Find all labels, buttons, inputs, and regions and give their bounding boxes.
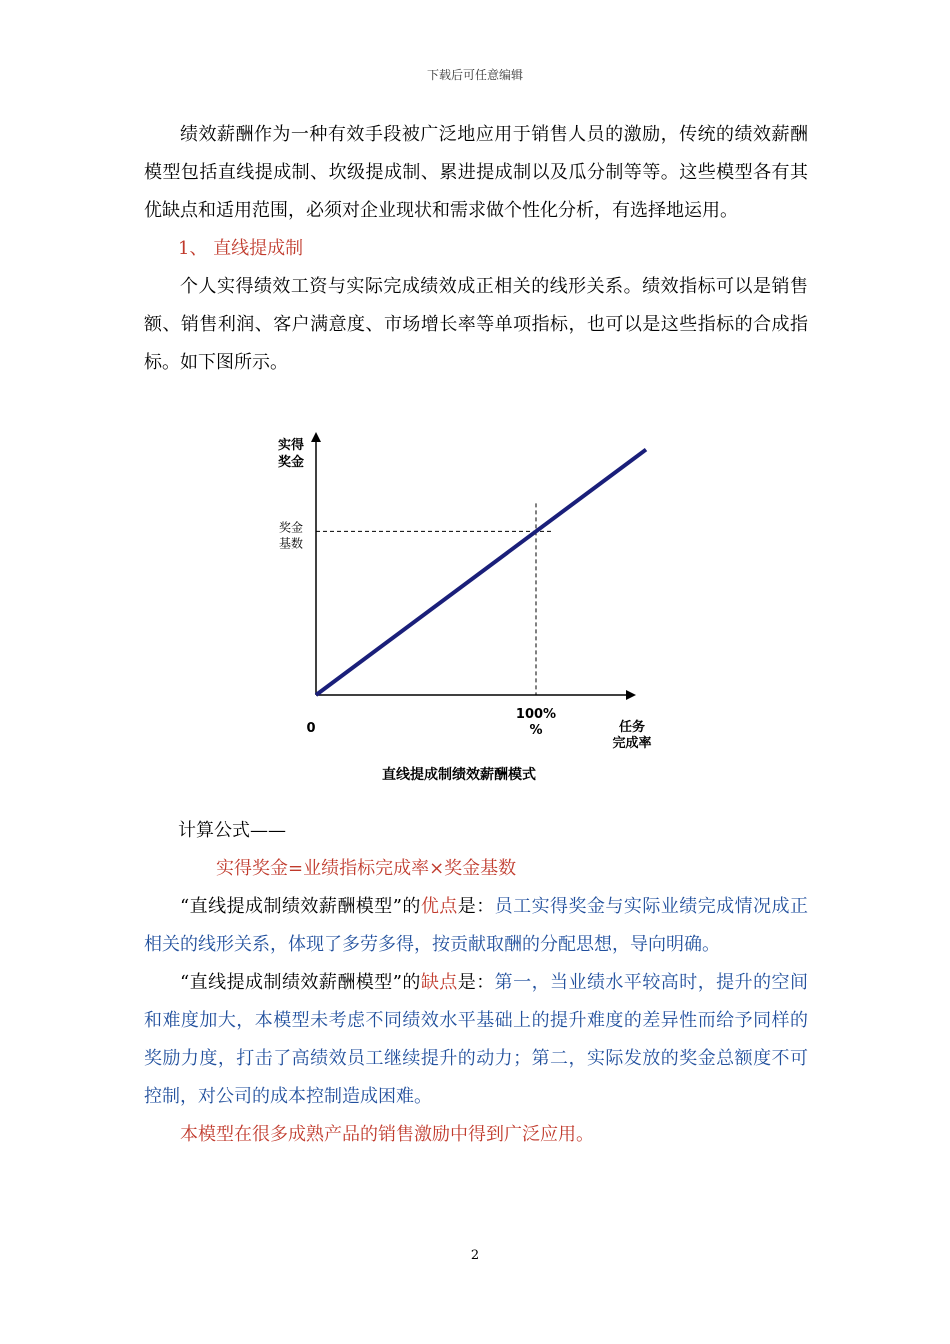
y-axis-label-1: 实得 <box>277 438 305 453</box>
formula-text: 实得奖金=业绩指标完成率×奖金基数 <box>216 858 517 879</box>
conclusion: 本模型在很多成熟产品的销售激励中得到广泛应用。 <box>180 1124 594 1145</box>
x-axis-label-1: 任务 <box>618 720 646 735</box>
pros-text: 员工实得奖金与实际业绩完成情况成正相关的线形关系，体现了多劳多得，按贡献取酬的分配思想，导向明确。 <box>144 896 809 955</box>
x-marker-label-2: % <box>529 723 543 738</box>
intro-block <box>144 116 808 382</box>
cons-colon: 是： <box>457 972 495 993</box>
page-number: 2 <box>470 1248 480 1263</box>
cons-keyword: 缺点 <box>420 972 458 993</box>
pros-colon: 是： <box>457 896 495 917</box>
cons-text: 第一，当业绩水平较高时，提升的空间和难度加大，本模型未考虑不同绩效水平基础上的提升难度的差异性而给予同样的奖励力度，打击了高绩效员工继续提升的动力；第二，实际发放的奖金总额度不可控制，对公司的成本控制造成困难。 <box>144 972 809 1107</box>
chart <box>250 428 690 788</box>
y-axis-label-2: 奖金 <box>277 455 305 470</box>
section-heading: 1、 直线提成制 <box>178 238 304 259</box>
x-axis-label-2: 完成率 <box>612 736 652 751</box>
chart-canvas <box>250 428 690 788</box>
pros-paragraph <box>144 888 808 964</box>
y-marker-label-2: 基数 <box>278 536 304 551</box>
y-marker-label-1: 奖金 <box>278 520 304 535</box>
formula-intro: 计算公式—— <box>178 820 286 841</box>
chart-title: 直线提成制绩效薪酬模式 <box>382 767 536 783</box>
origin-label: 0 <box>306 721 316 736</box>
formula-block <box>144 812 808 1154</box>
section-description: 个人实得绩效工资与实际完成绩效成正相关的线形关系。绩效指标可以是销售额、销售利润、客户满意度、市场增长率等单项指标，也可以是这些指标的合成指标。如下图所示。 <box>144 276 808 373</box>
page-header: 下载后可任意编辑 <box>426 68 523 82</box>
pros-prefix: “直线提成制绩效薪酬模型”的 <box>180 896 421 917</box>
cons-paragraph <box>144 964 808 1116</box>
x-marker-label-1: 100% <box>515 707 557 722</box>
pros-keyword: 优点 <box>420 896 458 917</box>
series-line <box>316 450 646 695</box>
intro-paragraph: 绩效薪酬作为一种有效手段被广泛地应用于销售人员的激励，传统的绩效薪酬模型包括直线提成制、坎级提成制、累进提成制以及瓜分制等等。这些模型各有其优缺点和适用范围，必须对企业现状和需求做个性化分析，有选择地运用。 <box>144 124 808 221</box>
cons-prefix: “直线提成制绩效薪酬模型”的 <box>180 972 421 993</box>
